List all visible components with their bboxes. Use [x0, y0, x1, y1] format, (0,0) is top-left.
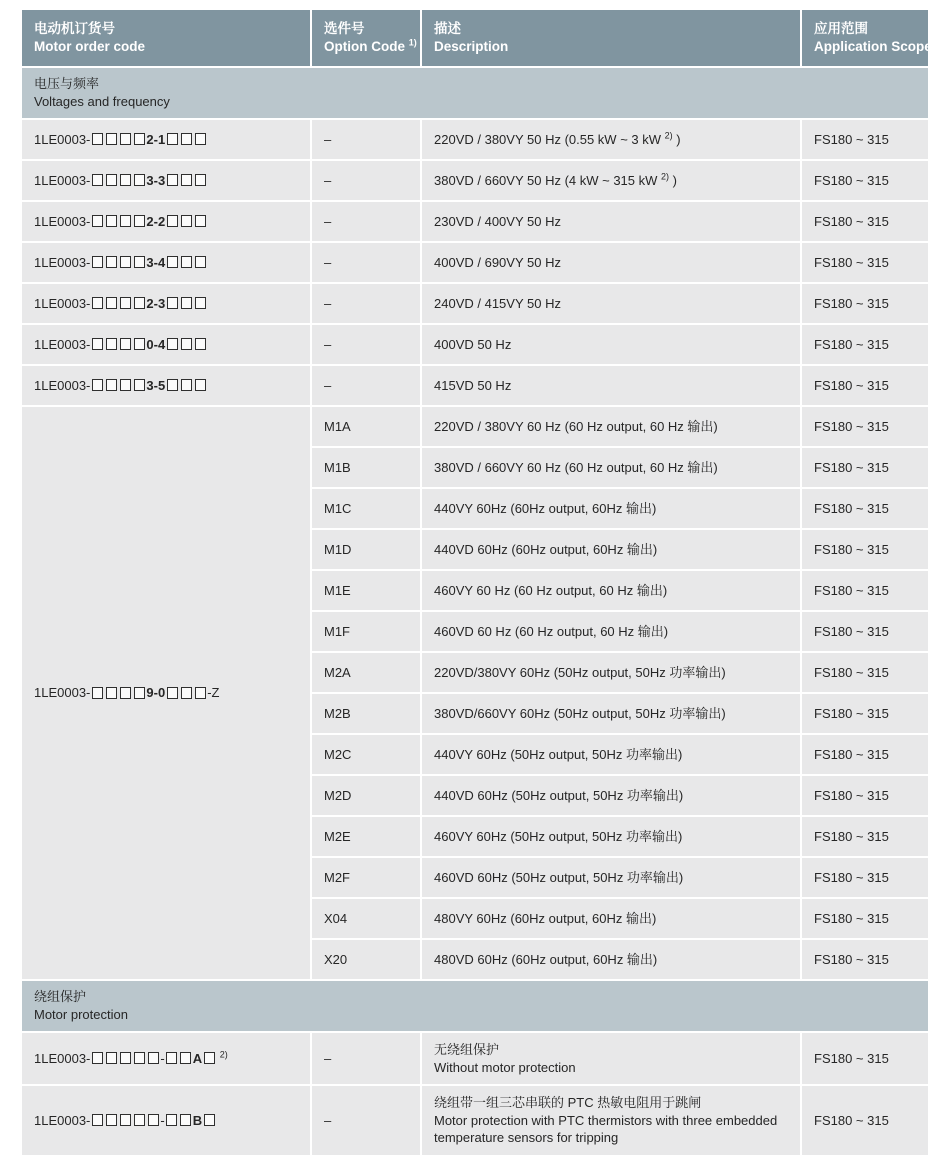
placeholder-square	[92, 133, 103, 145]
text-segment: 380VD/660VY 60Hz (50Hz output, 50Hz 功率输出)	[434, 705, 726, 721]
description-cell	[421, 242, 801, 283]
placeholder-square	[195, 379, 206, 391]
option-code-cell: M2F	[311, 857, 421, 898]
placeholder-square	[120, 297, 131, 309]
text-segment: )	[669, 172, 677, 188]
placeholder-square	[92, 256, 103, 268]
description-cell	[421, 283, 801, 324]
order-code-cell	[21, 1032, 311, 1085]
text-segment: 400VD 50 Hz	[434, 336, 512, 352]
application-scope-cell: FS180 ~ 315	[801, 693, 929, 734]
description-cell	[421, 406, 801, 447]
order-code-cell	[21, 242, 311, 283]
placeholder-square	[92, 687, 103, 699]
table-header-row	[21, 9, 929, 67]
text-segment: -	[160, 1112, 165, 1128]
placeholder-square	[167, 379, 178, 391]
text-segment: 380VD / 660VY 50 Hz (4 kW ~ 315 kW	[434, 172, 662, 188]
application-scope-cell: FS180 ~ 315	[801, 324, 929, 365]
order-code-cell	[21, 119, 311, 160]
text-segment: 460VD 60 Hz (60 Hz output, 60 Hz 输出)	[434, 623, 669, 639]
order-code-cell	[21, 324, 311, 365]
description-line: 绕组带一组三芯串联的 PTC 热敏电阻用于跳闸	[434, 1095, 702, 1111]
placeholder-square	[134, 256, 145, 268]
option-code-cell: –	[311, 242, 421, 283]
description-cell	[421, 570, 801, 611]
section-title-row	[21, 67, 929, 119]
text-segment: 1LE0003-	[34, 131, 91, 147]
footnote-ref: 1)	[408, 37, 417, 48]
footnote-ref: 2)	[664, 130, 673, 141]
application-scope-cell: FS180 ~ 315	[801, 201, 929, 242]
placeholder-square	[106, 174, 117, 186]
application-scope-cell: FS180 ~ 315	[801, 816, 929, 857]
application-scope-cell: FS180 ~ 315	[801, 447, 929, 488]
placeholder-square	[106, 687, 117, 699]
text-segment: 2-3	[146, 295, 166, 311]
description-line: Without motor protection	[434, 1059, 576, 1075]
text-segment: 440VY 60Hz (60Hz output, 60Hz 输出)	[434, 500, 657, 516]
application-scope-cell: FS180 ~ 315	[801, 570, 929, 611]
text-segment: 460VD 60Hz (50Hz output, 50Hz 功率输出)	[434, 869, 684, 885]
option-code-cell: –	[311, 1032, 421, 1085]
text-segment: A	[192, 1050, 203, 1066]
text-segment: B	[192, 1112, 203, 1128]
description-cell	[421, 898, 801, 939]
header-zh: 描述	[434, 20, 461, 36]
placeholder-square	[181, 687, 192, 699]
description-cell	[421, 611, 801, 652]
placeholder-square	[195, 687, 206, 699]
application-scope-cell: FS180 ~ 315	[801, 242, 929, 283]
description-cell	[421, 447, 801, 488]
placeholder-square	[181, 338, 192, 350]
header-en: Description	[434, 39, 509, 54]
option-code-cell: –	[311, 365, 421, 406]
header-en: Application Scope	[814, 39, 932, 54]
text-segment: 1LE0003-	[34, 213, 91, 229]
option-code-cell: M2B	[311, 693, 421, 734]
placeholder-square	[92, 174, 103, 186]
placeholder-square	[181, 379, 192, 391]
application-scope-cell: FS180 ~ 315	[801, 1085, 929, 1156]
placeholder-square	[106, 1114, 117, 1126]
text-segment: 230VD / 400VY 50 Hz	[434, 213, 561, 229]
application-scope-cell: FS180 ~ 315	[801, 898, 929, 939]
order-code-cell	[21, 160, 311, 201]
section-title	[21, 67, 929, 119]
text-segment: 440VY 60Hz (50Hz output, 50Hz 功率输出)	[434, 746, 683, 762]
table-row	[21, 201, 929, 242]
placeholder-square	[181, 297, 192, 309]
text-segment: 220VD / 380VY 50 Hz (0.55 kW ~ 3 kW	[434, 131, 665, 147]
section-title-zh: 绕组保护	[34, 989, 87, 1005]
table-row	[21, 242, 929, 283]
description-cell	[421, 119, 801, 160]
placeholder-square	[148, 1114, 159, 1126]
option-code-cell: –	[311, 201, 421, 242]
placeholder-square	[204, 1114, 215, 1126]
description-cell	[421, 365, 801, 406]
placeholder-square	[167, 687, 178, 699]
application-scope-cell: FS180 ~ 315	[801, 734, 929, 775]
table-row	[21, 119, 929, 160]
placeholder-square	[134, 297, 145, 309]
text-segment: 1LE0003-	[34, 336, 91, 352]
description-line: temperature sensors for tripping	[434, 1130, 619, 1146]
option-code-cell: –	[311, 283, 421, 324]
description-cell	[421, 488, 801, 529]
table-row	[21, 1032, 929, 1085]
option-code-cell: X20	[311, 939, 421, 980]
placeholder-square	[92, 1052, 103, 1064]
text-segment: 1LE0003-	[34, 254, 91, 270]
option-code-cell: M1D	[311, 529, 421, 570]
placeholder-square	[134, 174, 145, 186]
text-segment: 0-4	[146, 336, 166, 352]
placeholder-square	[204, 1052, 215, 1064]
description-cell	[421, 324, 801, 365]
table-row	[21, 324, 929, 365]
text-segment: Option Code	[324, 39, 409, 54]
placeholder-square	[106, 215, 117, 227]
application-scope-cell: FS180 ~ 315	[801, 652, 929, 693]
placeholder-square	[167, 174, 178, 186]
text-segment: 3-5	[146, 377, 166, 393]
text-segment: 220VD / 380VY 60 Hz (60 Hz output, 60 Hz 输出)	[434, 418, 718, 434]
option-code-cell: M1F	[311, 611, 421, 652]
col-header-option-code	[311, 9, 421, 67]
description-cell	[421, 652, 801, 693]
application-scope-cell: FS180 ~ 315	[801, 283, 929, 324]
placeholder-square	[134, 133, 145, 145]
placeholder-square	[106, 133, 117, 145]
text-segment: 1LE0003-	[34, 377, 91, 393]
placeholder-square	[120, 1114, 131, 1126]
placeholder-square	[195, 297, 206, 309]
table-row	[21, 283, 929, 324]
placeholder-square	[134, 215, 145, 227]
placeholder-square	[120, 256, 131, 268]
placeholder-square	[106, 256, 117, 268]
text-segment: 1LE0003-	[34, 295, 91, 311]
placeholder-square	[106, 338, 117, 350]
header-zh: 应用范围	[814, 20, 868, 36]
section-title-en: Voltages and frequency	[34, 94, 170, 109]
header-zh: 选件号	[324, 20, 365, 36]
description-cell	[421, 1085, 801, 1156]
option-code-cell: –	[311, 119, 421, 160]
order-code-cell	[21, 283, 311, 324]
text-segment: 440VD 60Hz (60Hz output, 60Hz 输出)	[434, 541, 658, 557]
text-segment: 415VD 50 Hz	[434, 377, 512, 393]
col-header-motor-order-code	[21, 9, 311, 67]
placeholder-square	[166, 1052, 177, 1064]
description-cell	[421, 693, 801, 734]
application-scope-cell: FS180 ~ 315	[801, 406, 929, 447]
text-segment: -	[160, 1050, 165, 1066]
table-row	[21, 365, 929, 406]
placeholder-square	[195, 256, 206, 268]
placeholder-square	[166, 1114, 177, 1126]
text-segment: 1LE0003-	[34, 1050, 91, 1066]
description-cell	[421, 857, 801, 898]
option-code-cell: –	[311, 324, 421, 365]
placeholder-square	[167, 297, 178, 309]
option-code-cell: –	[311, 1085, 421, 1156]
description-cell	[421, 160, 801, 201]
application-scope-cell: FS180 ~ 315	[801, 119, 929, 160]
option-code-cell: M2D	[311, 775, 421, 816]
motor-options-table	[20, 8, 930, 1157]
text-segment: 220VD/380VY 60Hz (50Hz output, 50Hz 功率输出)	[434, 664, 726, 680]
application-scope-cell: FS180 ~ 315	[801, 160, 929, 201]
section-title-row	[21, 980, 929, 1032]
description-cell	[421, 734, 801, 775]
placeholder-square	[180, 1052, 191, 1064]
application-scope-cell: FS180 ~ 315	[801, 488, 929, 529]
option-code-cell: M2E	[311, 816, 421, 857]
application-scope-cell: FS180 ~ 315	[801, 857, 929, 898]
placeholder-square	[167, 133, 178, 145]
text-segment: 460VY 60Hz (50Hz output, 50Hz 功率输出)	[434, 828, 683, 844]
placeholder-square	[181, 215, 192, 227]
text-segment: )	[672, 131, 681, 147]
text-segment: 3-3	[146, 172, 166, 188]
order-code-cell	[21, 365, 311, 406]
placeholder-square	[120, 379, 131, 391]
table-row	[21, 160, 929, 201]
application-scope-cell: FS180 ~ 315	[801, 775, 929, 816]
text-segment: 1LE0003-	[34, 172, 91, 188]
placeholder-square	[92, 338, 103, 350]
table-row	[21, 406, 929, 447]
option-code-cell: M1B	[311, 447, 421, 488]
placeholder-square	[92, 297, 103, 309]
text-segment: 440VD 60Hz (50Hz output, 50Hz 功率输出)	[434, 787, 684, 803]
placeholder-square	[181, 256, 192, 268]
placeholder-square	[181, 174, 192, 186]
text-segment: 460VY 60 Hz (60 Hz output, 60 Hz 输出)	[434, 582, 668, 598]
order-code-cell	[21, 406, 311, 980]
text-segment: 3-4	[146, 254, 166, 270]
text-segment: 400VD / 690VY 50 Hz	[434, 254, 561, 270]
placeholder-square	[120, 687, 131, 699]
header-en: Motor order code	[34, 39, 146, 54]
placeholder-square	[120, 133, 131, 145]
text-segment: 9-0	[146, 685, 166, 701]
placeholder-square	[134, 687, 145, 699]
description-cell	[421, 529, 801, 570]
description-cell	[421, 201, 801, 242]
placeholder-square	[106, 379, 117, 391]
placeholder-square	[195, 338, 206, 350]
placeholder-square	[106, 297, 117, 309]
application-scope-cell: FS180 ~ 315	[801, 1032, 929, 1085]
placeholder-square	[180, 1114, 191, 1126]
placeholder-square	[167, 215, 178, 227]
placeholder-square	[148, 1052, 159, 1064]
placeholder-square	[134, 1114, 145, 1126]
description-cell	[421, 1032, 801, 1085]
header-en	[324, 37, 417, 56]
text-segment: 2-2	[146, 213, 166, 229]
option-code-cell: M1C	[311, 488, 421, 529]
section-title	[21, 980, 929, 1032]
option-code-cell: M2C	[311, 734, 421, 775]
text-segment: 380VD / 660VY 60 Hz (60 Hz output, 60 Hz 输出)	[434, 459, 718, 475]
section-title-zh: 电压与频率	[34, 76, 100, 92]
placeholder-square	[134, 1052, 145, 1064]
placeholder-square	[92, 215, 103, 227]
placeholder-square	[134, 338, 145, 350]
footnote-ref: 2)	[219, 1049, 228, 1060]
text-segment: 1LE0003-	[34, 685, 91, 701]
description-cell	[421, 939, 801, 980]
option-code-cell: X04	[311, 898, 421, 939]
text-segment: -Z	[207, 685, 220, 701]
header-zh: 电动机订货号	[34, 20, 115, 36]
footnote-ref: 2)	[661, 171, 670, 182]
placeholder-square	[167, 338, 178, 350]
placeholder-square	[120, 1052, 131, 1064]
application-scope-cell: FS180 ~ 315	[801, 939, 929, 980]
placeholder-square	[120, 338, 131, 350]
placeholder-square	[195, 133, 206, 145]
text-segment: 2-1	[146, 131, 166, 147]
option-code-cell: M2A	[311, 652, 421, 693]
description-cell	[421, 775, 801, 816]
option-code-cell: –	[311, 160, 421, 201]
description-line: Motor protection with PTC thermistors with three embedded	[434, 1112, 778, 1128]
placeholder-square	[167, 256, 178, 268]
col-header-application-scope	[801, 9, 932, 67]
text-segment: 480VY 60Hz (60Hz output, 60Hz 输出)	[434, 910, 657, 926]
option-code-cell: M1A	[311, 406, 421, 447]
description-cell	[421, 816, 801, 857]
text-segment: 240VD / 415VY 50 Hz	[434, 295, 561, 311]
placeholder-square	[134, 379, 145, 391]
section-title-en: Motor protection	[34, 1007, 128, 1022]
application-scope-cell: FS180 ~ 315	[801, 365, 929, 406]
placeholder-square	[195, 215, 206, 227]
order-code-cell	[21, 201, 311, 242]
application-scope-cell: FS180 ~ 315	[801, 529, 929, 570]
placeholder-square	[106, 1052, 117, 1064]
placeholder-square	[181, 133, 192, 145]
application-scope-cell: FS180 ~ 315	[801, 611, 929, 652]
placeholder-square	[120, 215, 131, 227]
option-code-cell: M1E	[311, 570, 421, 611]
text-segment: 1LE0003-	[34, 1112, 91, 1128]
text-segment: 480VD 60Hz (60Hz output, 60Hz 输出)	[434, 951, 658, 967]
order-code-cell	[21, 1085, 311, 1156]
placeholder-square	[92, 379, 103, 391]
placeholder-square	[195, 174, 206, 186]
placeholder-square	[120, 174, 131, 186]
placeholder-square	[92, 1114, 103, 1126]
col-header-description	[421, 9, 801, 67]
table-row	[21, 1085, 929, 1156]
description-line: 无绕组保护	[434, 1042, 500, 1057]
